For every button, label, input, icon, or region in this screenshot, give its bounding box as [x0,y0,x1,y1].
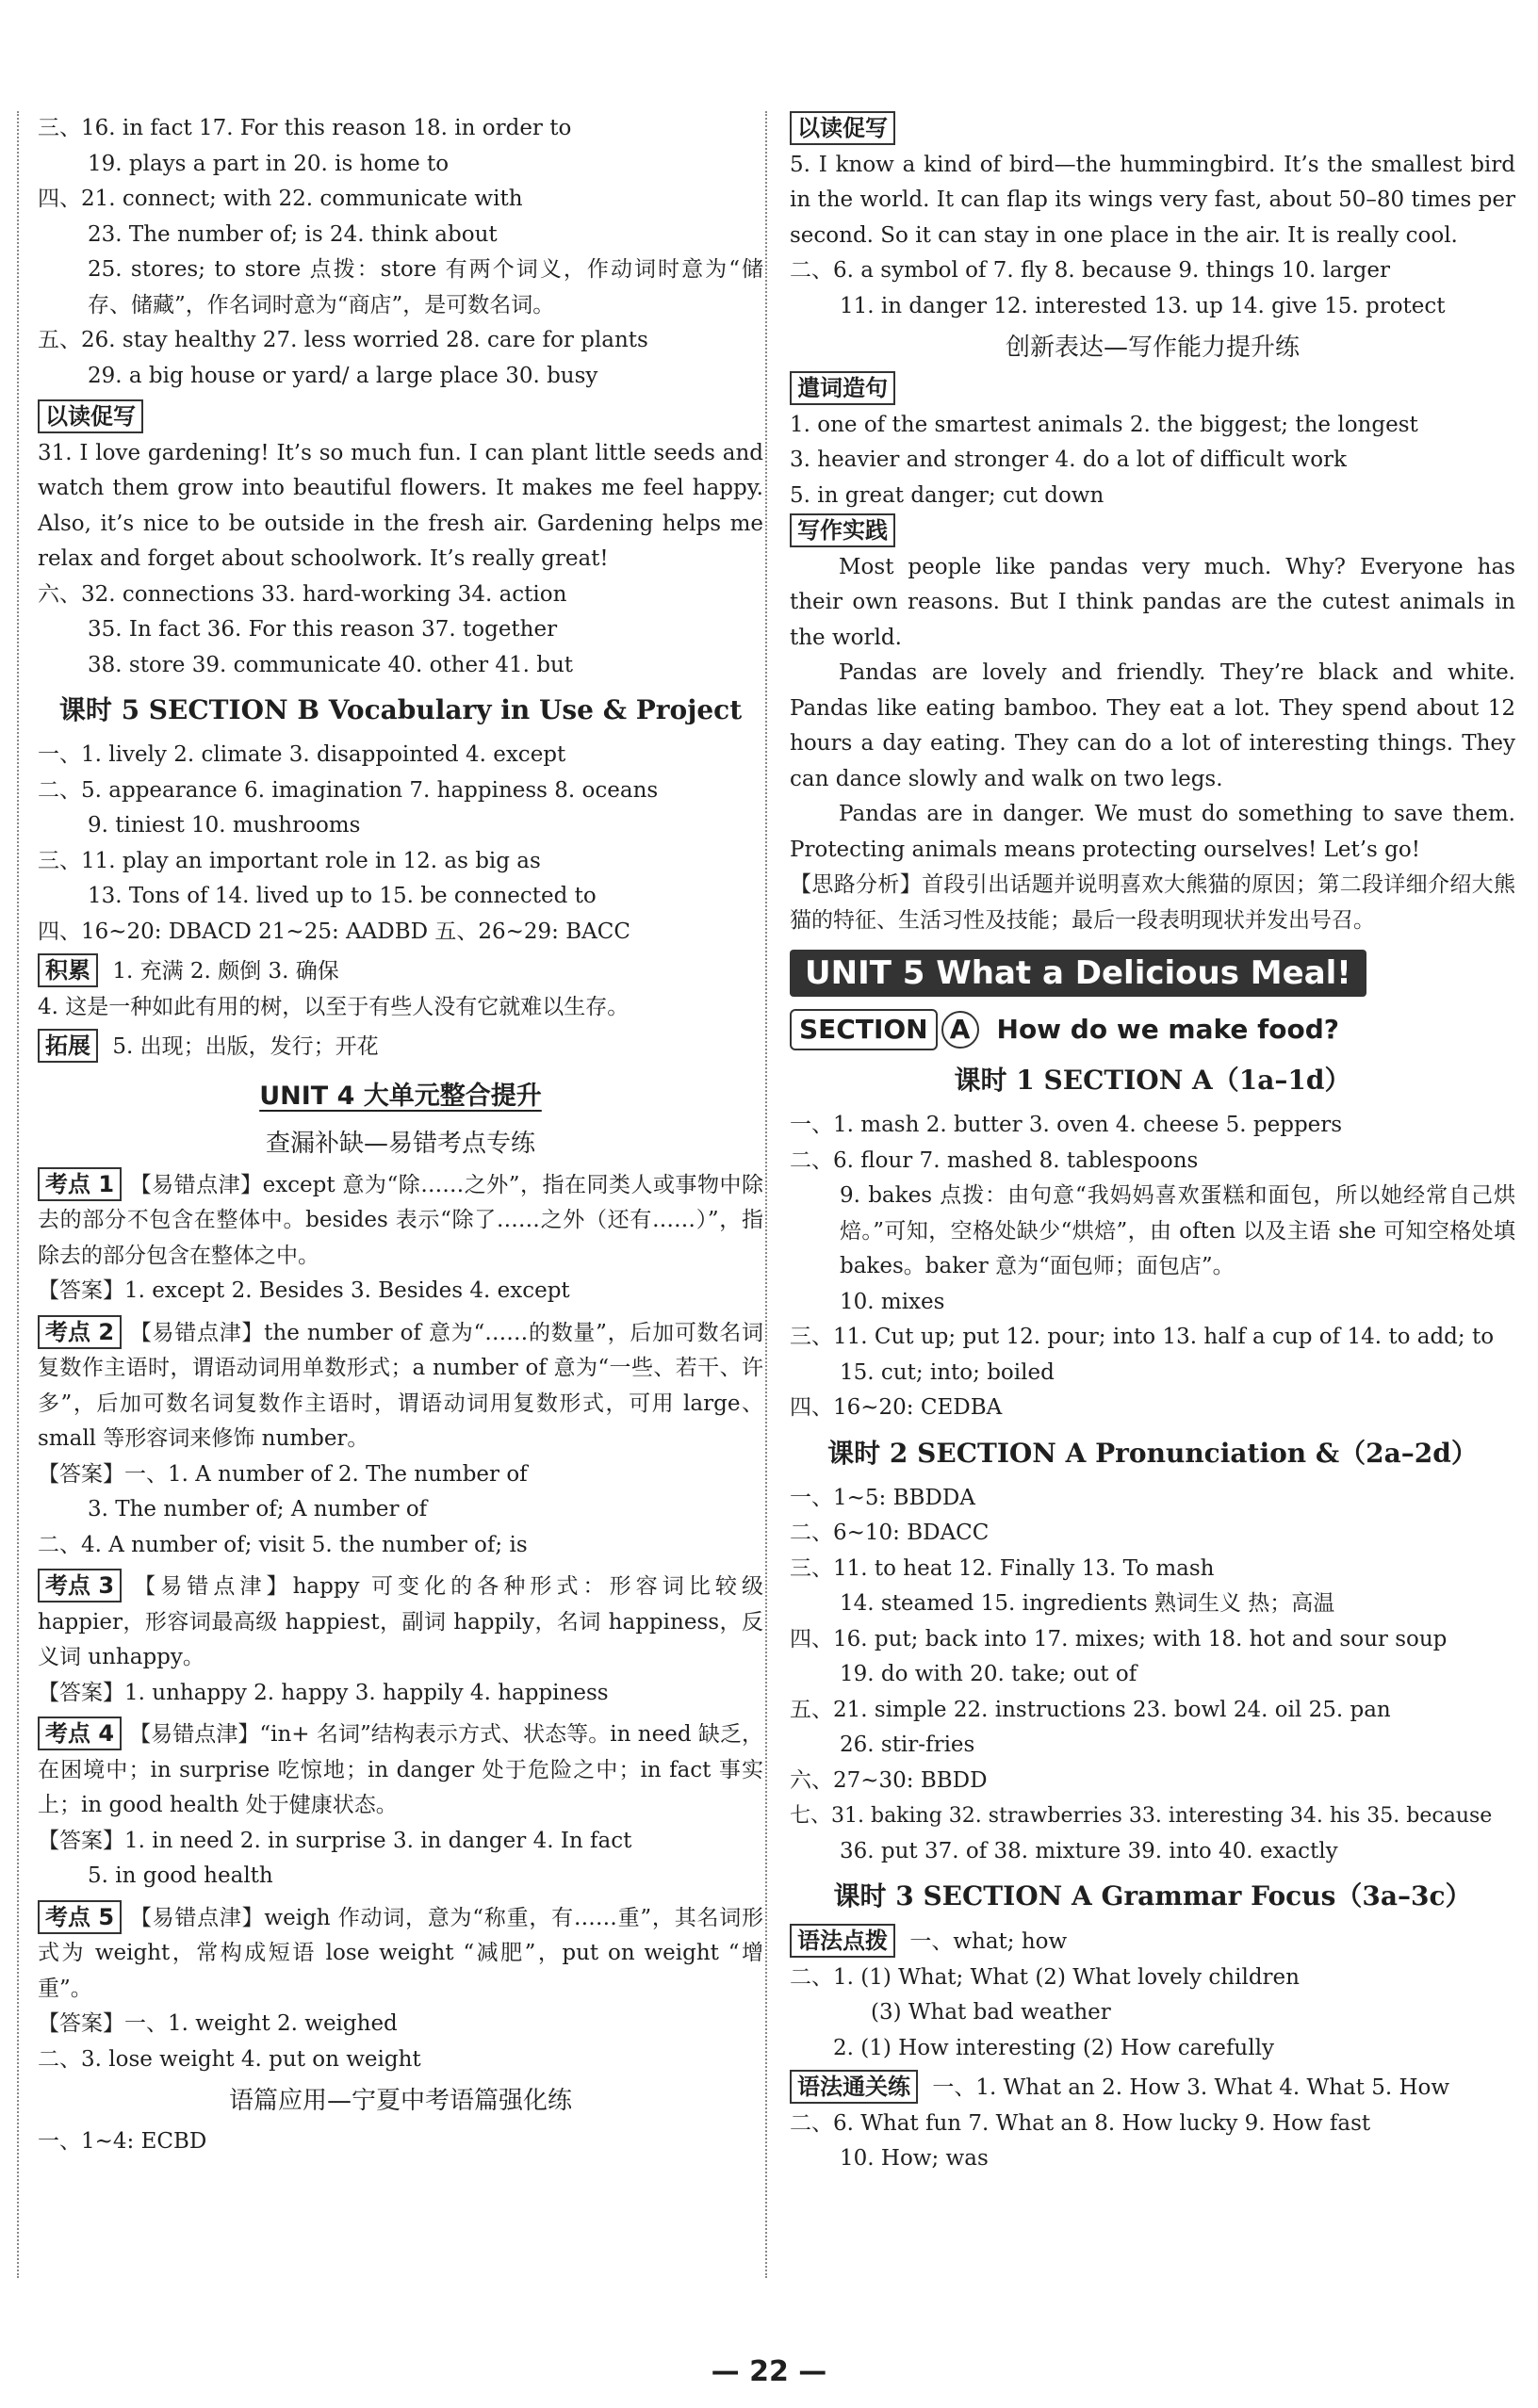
kaodian-tag: 考点 3 [38,1569,122,1603]
answer-line: 【答案】一、1. weight 2. weighed [38,2011,398,2036]
sub-heading: 创新表达—写作能力提升练 [1005,334,1300,362]
answer-line: 二、6. flour 7. mashed 8. tablespoons [790,1147,1199,1173]
answer-line: 四、16~20: CEDBA [790,1395,1003,1420]
sub-heading: 查漏补缺—易错考点专练 [265,1129,535,1158]
answer-line: 二、6. a symbol of 7. fly 8. because 9. things 10. larger [790,258,1391,283]
answer-text: 5. 出现；出版，发行；开花 [112,1034,379,1059]
answer-line: (3) What bad weather [871,2000,1111,2025]
answer-note: 25. stores; to store 点拨：store 有两个词义，作动词时意为“储存、储藏”，作名词时意为“商店”，是可数名词。 [88,257,763,317]
kaodian-note: 【易错点津】happy 可变化的各种形式：形容词比较级 happier，形容词最高级 happiest，副词 happily，名词 happiness，反义词 unhappy。 [38,1574,763,1669]
section-tag-accumulate: 积累 [38,953,98,987]
answer-line: 36. put 37. of 38. mixture 39. into 40. exactly [840,1838,1338,1863]
answer-line: 15. cut; into; boiled [840,1359,1055,1385]
answer-line: 二、3. lose weight 4. put on weight [38,2046,421,2072]
answer-line: 4. 这是一种如此有用的树，以至于有些人没有它就难以生存。 [38,994,630,1019]
answer-line: 二、6~10: BDACC [790,1521,990,1545]
answer-note: 9. bakes 点拨：由句意“我妈妈喜欢蛋糕和面包，所以她经常自己烘焙。”可知，空格处缺少“烘焙”，由 often 以及主语 she 可知空格处填 bakes。baker 意为“面包师；面包店”。 [840,1183,1515,1278]
answer-line: 11. in danger 12. interested 13. up 14. give 15. protect [840,293,1446,318]
answer-line: 四、21. connect; with 22. communicate with [38,187,523,211]
answer-line: 【答案】1. in need 2. in surprise 3. in danger 4. In fact [38,1828,632,1853]
essay-paragraph: Pandas are lovely and friendly. They’re black and white. Pandas like eating bamboo. They eat a lot. They spend about 12 hours a day eating. They can do a lot of interesting things. They can dance slowly and walk on two legs. [790,660,1515,791]
page-number: — 22 — [711,2355,827,2388]
kaodian-tag: 考点 4 [38,1717,122,1750]
left-column [38,111,763,2160]
answer-line: 3. heavier and stronger 4. do a lot of difficult work [790,447,1347,472]
section-label: SECTION [790,1009,938,1050]
writing-sample: 5. I know a kind of bird—the hummingbird. It’s the smallest bird in the world. It can flap its wings very fast, about 50–80 times per second. So it can stay in one place in the air. It is really cool. [790,152,1515,248]
kaodian-tag: 考点 2 [38,1315,122,1349]
left-margin-divider [17,111,19,2278]
answer-line: 六、32. connections 33. hard-working 34. action [38,581,567,607]
answer-line: 35. In fact 36. For this reason 37. together [88,617,558,642]
answer-line: 【答案】一、1. A number of 2. The number of [38,1461,528,1487]
answer-line: 七、31. baking 32. strawberries 33. interesting 34. his 35. because [790,1804,1493,1828]
answer-line: 29. a big house or yard/ a large place 30. busy [88,363,598,388]
section-letter: A [941,1011,979,1049]
section-tag-reading-writing: 以读促写 [38,399,143,433]
section-tag-writing-practice: 写作实践 [790,513,895,547]
answer-line: 【答案】1. unhappy 2. happy 3. happily 4. happiness [38,1680,609,1705]
kaodian-note: 【易错点津】except 意为“除……之外”，指在同类人或事物中除去的部分不包含在整体中。besides 表示“除了……之外（还有……）”，指除去的部分包含在整体之中。 [38,1172,763,1268]
answer-line: 13. Tons of 14. lived up to 15. be connected to [88,884,597,908]
answer-line: 1. one of the smartest animals 2. the biggest; the longest [790,412,1418,437]
analysis-note: 【思路分析】首段引出话题并说明喜欢大熊猫的原因；第二段详细介绍大熊猫的特征、生活习性及技能；最后一段表明现状并发出号召。 [790,872,1515,933]
unit-banner [790,950,1515,1001]
answer-line: 10. How; was [840,2146,989,2171]
answer-line: 19. do with 20. take; out of [840,1662,1137,1686]
sub-heading: 语篇应用—宁夏中考语篇强化练 [228,2087,572,2115]
section-tag-word-sentence: 遣词造句 [790,371,895,405]
answer-line: 2. (1) How interesting (2) How carefully [833,2035,1274,2060]
lesson-heading: 课时 3 SECTION A Grammar Focus（3a–3c） [833,1880,1472,1912]
kaodian-note: 【易错点津】the number of 意为“……的数量”，后加可数名词复数作主语时，谓语动词用单数形式；a number of 意为“一些、若干、许多”，后加可数名词复数作主语时，谓语动词用复数形式，可用 large、small 等形容词来修饰 number。 [38,1320,763,1451]
unit-heading: UNIT 4 大单元整合提升 [259,1081,542,1111]
answer-line: 二、5. appearance 6. imagination 7. happiness 8. oceans [38,777,659,803]
answer-line: 二、6. What fun 7. What an 8. How lucky 9. How fast [790,2110,1371,2136]
answer-line: 一、1~4: ECBD [38,2129,207,2154]
answer-line: 五、26. stay healthy 27. less worried 28. care for plants [38,328,648,352]
kaodian-note: 【易错点津】“in+ 名词”结构表示方式、状态等。in need 缺乏，在困境中；in surprise 吃惊地；in danger 处于危险之中；in fact 事实上；in good health 处于健康状态。 [38,1722,763,1817]
answer-line: 5. in good health [88,1863,273,1888]
section-tag-extend: 拓展 [38,1029,98,1063]
answer-line: 【答案】1. except 2. Besides 3. Besides 4. except [38,1278,570,1303]
answer-text: 一、1. What an 2. How 3. What 4. What 5. How [932,2075,1450,2100]
unit-title: UNIT 5 What a Delicious Meal! [790,950,1366,997]
answer-line: 38. store 39. communicate 40. other 41. but [88,652,574,677]
answer-line: 二、4. A number of; visit 5. the number of; is [38,1532,528,1557]
answer-line: 3. The number of; A number of [88,1497,428,1521]
answer-line: 二、1. (1) What; What (2) What lovely children [790,1964,1300,1990]
answer-line: 9. tiniest 10. mushrooms [88,813,361,838]
section-tag-reading-writing: 以读促写 [790,111,895,145]
lesson-heading: 课时 5 SECTION B Vocabulary in Use & Project [58,694,743,725]
right-column [790,111,1515,2177]
answer-text: 一、what; how [909,1929,1068,1954]
answer-line: 五、21. simple 22. instructions 23. bowl 24. oil 25. pan [790,1697,1391,1722]
answer-line: 四、16. put; back into 17. mixes; with 18. hot and sour soup [790,1626,1448,1651]
answer-line: 六、27~30: BBDD [790,1767,988,1793]
answer-line: 三、16. in fact 17. For this reason 18. in order to [38,116,572,140]
writing-sample: 31. I love gardening! It’s so much fun. I can plant little seeds and watch them grow into beautiful flowers. It makes me feel happy. Also, it’s nice to be outside in the fresh air. Gardening helps me relax and forget about schoolwork. It’s really great! [38,440,763,571]
answer-line: 三、11. to heat 12. Finally 13. To mash [790,1555,1215,1581]
section-header [790,1006,1515,1053]
answer-line: 三、11. Cut up; put 12. pour; into 13. half a cup of 14. to add; to [790,1325,1495,1349]
column-divider [765,111,767,2278]
answer-text: 1. 充满 2. 颇倒 3. 确保 [112,959,339,984]
essay-paragraph: Most people like pandas very much. Why? Everyone has their own reasons. But I think pandas are the cutest animals in the world. [790,554,1515,650]
answer-line: 一、1. mash 2. butter 3. oven 4. cheese 5. peppers [790,1113,1343,1137]
answer-line: 26. stir-fries [840,1733,975,1757]
section-question: How do we make food? [996,1014,1340,1045]
answer-line: 一、1~5: BBDDA [790,1485,975,1510]
answer-line: 三、11. play an important role in 12. as big as [38,848,541,873]
answer-line: 14. steamed 15. ingredients 熟词生义 热；高温 [840,1591,1335,1616]
answer-line: 一、1. lively 2. climate 3. disappointed 4. except [38,742,566,767]
answer-line: 四、16~20: DBACD 21~25: AADBD 五、26~29: BACC [38,919,630,944]
answer-line: 5. in great danger; cut down [790,482,1104,508]
section-tag-grammar-tips: 语法点拨 [790,1924,895,1958]
lesson-heading: 课时 1 SECTION A（1a–1d） [954,1065,1351,1096]
answer-line: 10. mixes [840,1289,945,1314]
lesson-heading: 课时 2 SECTION A Pronunciation &（2a–2d） [827,1437,1478,1469]
answer-line: 19. plays a part in 20. is home to [88,151,450,176]
kaodian-tag: 考点 1 [38,1167,122,1201]
section-tag-grammar-practice: 语法通关练 [790,2070,918,2104]
essay-paragraph: Pandas are in danger. We must do something to save them. Protecting animals means protecting ourselves! Let’s go! [790,802,1515,862]
kaodian-note: 【易错点津】weigh 作动词，意为“称重，有……重”，其名词形式为 weight，常构成短语 lose weight “减肥”，put on weight “增重”。 [38,1905,763,2001]
answer-line: 23. The number of; is 24. think about [88,221,498,247]
kaodian-tag: 考点 5 [38,1900,122,1934]
